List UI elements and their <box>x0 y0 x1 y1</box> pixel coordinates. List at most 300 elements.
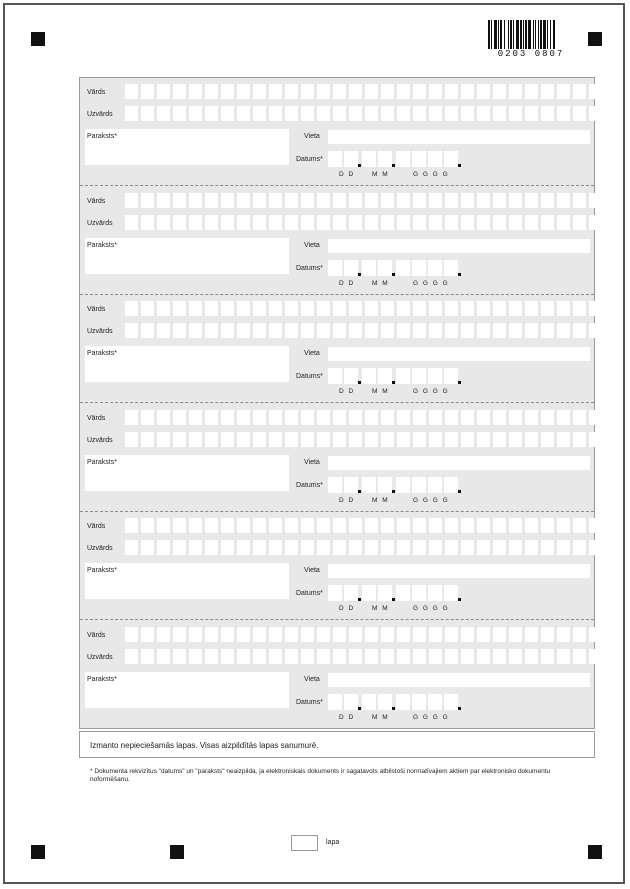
letter-cell[interactable] <box>509 410 522 425</box>
letter-cell[interactable] <box>445 410 458 425</box>
letter-cell[interactable] <box>157 84 170 99</box>
letter-cell[interactable] <box>285 410 298 425</box>
letter-cell[interactable] <box>157 432 170 447</box>
letter-cell[interactable] <box>397 540 410 555</box>
letter-cell[interactable] <box>253 410 266 425</box>
letter-cell[interactable] <box>557 323 570 338</box>
letter-cell[interactable] <box>461 649 474 664</box>
letter-cell[interactable] <box>205 193 218 208</box>
letter-cell[interactable] <box>493 649 506 664</box>
letter-cell[interactable] <box>445 432 458 447</box>
letter-cell[interactable] <box>381 106 394 121</box>
letter-cell[interactable] <box>397 323 410 338</box>
letter-cell[interactable] <box>525 649 538 664</box>
letter-cell[interactable] <box>589 215 602 230</box>
letter-cell[interactable] <box>365 649 378 664</box>
letter-cell[interactable] <box>525 410 538 425</box>
letter-cell[interactable] <box>205 518 218 533</box>
letter-cell[interactable] <box>285 627 298 642</box>
date-digit-cell[interactable] <box>344 260 358 276</box>
letter-cell[interactable] <box>189 323 202 338</box>
letter-cell[interactable] <box>381 410 394 425</box>
letter-cell[interactable] <box>429 540 442 555</box>
letter-cell[interactable] <box>589 84 602 99</box>
letter-cell[interactable] <box>509 84 522 99</box>
letter-cell[interactable] <box>317 301 330 316</box>
letter-cell[interactable] <box>269 215 282 230</box>
letter-cell[interactable] <box>381 193 394 208</box>
letter-cell[interactable] <box>333 410 346 425</box>
date-digit-cell[interactable] <box>362 585 376 601</box>
letter-cell[interactable] <box>301 649 314 664</box>
date-digit-cell[interactable] <box>362 260 376 276</box>
letter-cell[interactable] <box>461 518 474 533</box>
letter-cell[interactable] <box>221 410 234 425</box>
letter-cell[interactable] <box>253 215 266 230</box>
letter-cell[interactable] <box>157 410 170 425</box>
letter-cell[interactable] <box>125 106 138 121</box>
letter-cell[interactable] <box>205 215 218 230</box>
letter-cell[interactable] <box>429 518 442 533</box>
letter-cell[interactable] <box>317 215 330 230</box>
letter-cell[interactable] <box>397 649 410 664</box>
letter-cell[interactable] <box>237 410 250 425</box>
date-digit-cell[interactable] <box>328 477 342 493</box>
letter-cell[interactable] <box>477 518 490 533</box>
date-digit-cell[interactable] <box>362 694 376 710</box>
date-digit-cell[interactable] <box>378 694 392 710</box>
letter-cell[interactable] <box>541 649 554 664</box>
page-number-field[interactable] <box>291 835 318 851</box>
letter-cell[interactable] <box>477 432 490 447</box>
letter-cell[interactable] <box>557 410 570 425</box>
letter-cell[interactable] <box>205 410 218 425</box>
letter-cell[interactable] <box>589 410 602 425</box>
letter-cell[interactable] <box>205 301 218 316</box>
letter-cell[interactable] <box>397 215 410 230</box>
letter-cell[interactable] <box>413 432 426 447</box>
letter-cell[interactable] <box>349 215 362 230</box>
letter-cell[interactable] <box>141 323 154 338</box>
date-digit-cell[interactable] <box>328 260 342 276</box>
date-digit-cell[interactable] <box>396 694 410 710</box>
letter-cell[interactable] <box>333 106 346 121</box>
letter-cell[interactable] <box>381 518 394 533</box>
letter-cell[interactable] <box>301 627 314 642</box>
letter-cell[interactable] <box>269 627 282 642</box>
letter-cell[interactable] <box>573 106 586 121</box>
date-digit-cell[interactable] <box>378 368 392 384</box>
letter-cell[interactable] <box>589 106 602 121</box>
date-digit-cell[interactable] <box>362 477 376 493</box>
letter-cell[interactable] <box>477 649 490 664</box>
date-digit-cell[interactable] <box>344 585 358 601</box>
letter-cell[interactable] <box>429 323 442 338</box>
letter-cell[interactable] <box>573 627 586 642</box>
letter-cell[interactable] <box>541 410 554 425</box>
letter-cell[interactable] <box>157 193 170 208</box>
letter-cell[interactable] <box>157 323 170 338</box>
letter-cell[interactable] <box>541 106 554 121</box>
letter-cell[interactable] <box>413 84 426 99</box>
letter-cell[interactable] <box>365 432 378 447</box>
letter-cell[interactable] <box>205 649 218 664</box>
letter-cell[interactable] <box>365 84 378 99</box>
letter-cell[interactable] <box>461 301 474 316</box>
letter-cell[interactable] <box>269 193 282 208</box>
letter-cell[interactable] <box>173 410 186 425</box>
letter-cell[interactable] <box>525 301 538 316</box>
letter-cell[interactable] <box>509 193 522 208</box>
letter-cell[interactable] <box>477 323 490 338</box>
letter-cell[interactable] <box>557 84 570 99</box>
letter-cell[interactable] <box>365 410 378 425</box>
letter-cell[interactable] <box>301 193 314 208</box>
letter-cell[interactable] <box>221 649 234 664</box>
letter-cell[interactable] <box>349 540 362 555</box>
letter-cell[interactable] <box>349 518 362 533</box>
date-digit-cell[interactable] <box>378 477 392 493</box>
letter-cell[interactable] <box>525 432 538 447</box>
letter-cell[interactable] <box>429 649 442 664</box>
letter-cell[interactable] <box>573 193 586 208</box>
letter-cell[interactable] <box>125 301 138 316</box>
letter-cell[interactable] <box>349 323 362 338</box>
letter-cell[interactable] <box>493 410 506 425</box>
letter-cell[interactable] <box>509 215 522 230</box>
letter-cell[interactable] <box>557 193 570 208</box>
letter-cell[interactable] <box>125 649 138 664</box>
letter-cell[interactable] <box>125 193 138 208</box>
letter-cell[interactable] <box>237 84 250 99</box>
letter-cell[interactable] <box>573 540 586 555</box>
letter-cell[interactable] <box>317 193 330 208</box>
letter-cell[interactable] <box>317 540 330 555</box>
letter-cell[interactable] <box>221 323 234 338</box>
letter-cell[interactable] <box>413 540 426 555</box>
letter-cell[interactable] <box>141 649 154 664</box>
place-field[interactable] <box>328 564 590 578</box>
letter-cell[interactable] <box>173 215 186 230</box>
letter-cell[interactable] <box>237 518 250 533</box>
date-digit-cell[interactable] <box>412 694 426 710</box>
letter-cell[interactable] <box>477 193 490 208</box>
date-digit-cell[interactable] <box>396 260 410 276</box>
letter-cell[interactable] <box>157 301 170 316</box>
letter-cell[interactable] <box>429 106 442 121</box>
date-digit-cell[interactable] <box>444 151 458 167</box>
letter-cell[interactable] <box>253 432 266 447</box>
letter-cell[interactable] <box>509 323 522 338</box>
letter-cell[interactable] <box>413 193 426 208</box>
letter-cell[interactable] <box>205 84 218 99</box>
letter-cell[interactable] <box>365 627 378 642</box>
letter-cell[interactable] <box>173 649 186 664</box>
letter-cell[interactable] <box>125 432 138 447</box>
letter-cell[interactable] <box>205 106 218 121</box>
letter-cell[interactable] <box>525 106 538 121</box>
letter-cell[interactable] <box>477 106 490 121</box>
letter-cell[interactable] <box>365 323 378 338</box>
date-digit-cell[interactable] <box>428 151 442 167</box>
letter-cell[interactable] <box>493 215 506 230</box>
letter-cell[interactable] <box>477 627 490 642</box>
date-digit-cell[interactable] <box>362 151 376 167</box>
date-digit-cell[interactable] <box>444 368 458 384</box>
letter-cell[interactable] <box>541 518 554 533</box>
letter-cell[interactable] <box>125 518 138 533</box>
letter-cell[interactable] <box>397 301 410 316</box>
letter-cell[interactable] <box>573 649 586 664</box>
date-digit-cell[interactable] <box>378 151 392 167</box>
letter-cell[interactable] <box>525 215 538 230</box>
letter-cell[interactable] <box>557 215 570 230</box>
letter-cell[interactable] <box>557 649 570 664</box>
letter-cell[interactable] <box>221 518 234 533</box>
letter-cell[interactable] <box>381 215 394 230</box>
letter-cell[interactable] <box>589 323 602 338</box>
letter-cell[interactable] <box>333 432 346 447</box>
letter-cell[interactable] <box>253 540 266 555</box>
letter-cell[interactable] <box>413 301 426 316</box>
letter-cell[interactable] <box>237 193 250 208</box>
letter-cell[interactable] <box>285 323 298 338</box>
letter-cell[interactable] <box>189 215 202 230</box>
letter-cell[interactable] <box>125 540 138 555</box>
letter-cell[interactable] <box>493 193 506 208</box>
date-digit-cell[interactable] <box>344 368 358 384</box>
letter-cell[interactable] <box>285 106 298 121</box>
letter-cell[interactable] <box>365 518 378 533</box>
letter-cell[interactable] <box>509 301 522 316</box>
letter-cell[interactable] <box>541 432 554 447</box>
letter-cell[interactable] <box>205 540 218 555</box>
date-digit-cell[interactable] <box>412 585 426 601</box>
date-digit-cell[interactable] <box>396 368 410 384</box>
letter-cell[interactable] <box>157 540 170 555</box>
letter-cell[interactable] <box>573 215 586 230</box>
letter-cell[interactable] <box>413 627 426 642</box>
letter-cell[interactable] <box>269 649 282 664</box>
letter-cell[interactable] <box>317 323 330 338</box>
letter-cell[interactable] <box>461 410 474 425</box>
letter-cell[interactable] <box>445 540 458 555</box>
letter-cell[interactable] <box>525 518 538 533</box>
letter-cell[interactable] <box>141 410 154 425</box>
letter-cell[interactable] <box>381 84 394 99</box>
date-digit-cell[interactable] <box>428 585 442 601</box>
date-digit-cell[interactable] <box>412 260 426 276</box>
place-field[interactable] <box>328 456 590 470</box>
letter-cell[interactable] <box>141 193 154 208</box>
letter-cell[interactable] <box>557 106 570 121</box>
date-digit-cell[interactable] <box>396 151 410 167</box>
letter-cell[interactable] <box>445 518 458 533</box>
letter-cell[interactable] <box>493 106 506 121</box>
date-digit-cell[interactable] <box>412 368 426 384</box>
date-digit-cell[interactable] <box>344 477 358 493</box>
date-digit-cell[interactable] <box>428 260 442 276</box>
letter-cell[interactable] <box>381 627 394 642</box>
letter-cell[interactable] <box>525 193 538 208</box>
letter-cell[interactable] <box>141 432 154 447</box>
letter-cell[interactable] <box>413 215 426 230</box>
letter-cell[interactable] <box>493 518 506 533</box>
letter-cell[interactable] <box>461 627 474 642</box>
letter-cell[interactable] <box>461 84 474 99</box>
letter-cell[interactable] <box>301 323 314 338</box>
letter-cell[interactable] <box>349 84 362 99</box>
letter-cell[interactable] <box>525 323 538 338</box>
letter-cell[interactable] <box>333 627 346 642</box>
letter-cell[interactable] <box>205 627 218 642</box>
date-digit-cell[interactable] <box>328 585 342 601</box>
letter-cell[interactable] <box>125 410 138 425</box>
letter-cell[interactable] <box>125 627 138 642</box>
letter-cell[interactable] <box>429 627 442 642</box>
letter-cell[interactable] <box>461 106 474 121</box>
letter-cell[interactable] <box>333 540 346 555</box>
letter-cell[interactable] <box>477 84 490 99</box>
date-digit-cell[interactable] <box>444 585 458 601</box>
letter-cell[interactable] <box>541 215 554 230</box>
date-digit-cell[interactable] <box>344 151 358 167</box>
letter-cell[interactable] <box>381 323 394 338</box>
letter-cell[interactable] <box>173 301 186 316</box>
letter-cell[interactable] <box>141 518 154 533</box>
letter-cell[interactable] <box>253 106 266 121</box>
date-digit-cell[interactable] <box>328 151 342 167</box>
letter-cell[interactable] <box>317 627 330 642</box>
letter-cell[interactable] <box>509 518 522 533</box>
letter-cell[interactable] <box>477 410 490 425</box>
letter-cell[interactable] <box>429 301 442 316</box>
letter-cell[interactable] <box>141 215 154 230</box>
letter-cell[interactable] <box>381 649 394 664</box>
letter-cell[interactable] <box>541 627 554 642</box>
letter-cell[interactable] <box>477 301 490 316</box>
letter-cell[interactable] <box>573 432 586 447</box>
letter-cell[interactable] <box>221 540 234 555</box>
letter-cell[interactable] <box>493 301 506 316</box>
letter-cell[interactable] <box>301 432 314 447</box>
letter-cell[interactable] <box>589 301 602 316</box>
letter-cell[interactable] <box>269 410 282 425</box>
letter-cell[interactable] <box>221 301 234 316</box>
letter-cell[interactable] <box>509 540 522 555</box>
letter-cell[interactable] <box>285 518 298 533</box>
letter-cell[interactable] <box>285 301 298 316</box>
letter-cell[interactable] <box>253 518 266 533</box>
place-field[interactable] <box>328 239 590 253</box>
letter-cell[interactable] <box>205 323 218 338</box>
date-digit-cell[interactable] <box>378 260 392 276</box>
letter-cell[interactable] <box>285 215 298 230</box>
letter-cell[interactable] <box>301 410 314 425</box>
letter-cell[interactable] <box>461 323 474 338</box>
place-field[interactable] <box>328 347 590 361</box>
letter-cell[interactable] <box>333 215 346 230</box>
letter-cell[interactable] <box>381 540 394 555</box>
letter-cell[interactable] <box>333 518 346 533</box>
letter-cell[interactable] <box>157 627 170 642</box>
letter-cell[interactable] <box>237 540 250 555</box>
letter-cell[interactable] <box>429 215 442 230</box>
letter-cell[interactable] <box>157 106 170 121</box>
place-field[interactable] <box>328 130 590 144</box>
letter-cell[interactable] <box>589 193 602 208</box>
letter-cell[interactable] <box>189 84 202 99</box>
letter-cell[interactable] <box>125 323 138 338</box>
letter-cell[interactable] <box>541 540 554 555</box>
letter-cell[interactable] <box>397 410 410 425</box>
letter-cell[interactable] <box>173 432 186 447</box>
letter-cell[interactable] <box>541 323 554 338</box>
letter-cell[interactable] <box>285 432 298 447</box>
letter-cell[interactable] <box>333 323 346 338</box>
letter-cell[interactable] <box>253 301 266 316</box>
letter-cell[interactable] <box>445 84 458 99</box>
letter-cell[interactable] <box>493 540 506 555</box>
letter-cell[interactable] <box>317 106 330 121</box>
letter-cell[interactable] <box>189 627 202 642</box>
letter-cell[interactable] <box>221 432 234 447</box>
letter-cell[interactable] <box>269 432 282 447</box>
letter-cell[interactable] <box>301 106 314 121</box>
letter-cell[interactable] <box>509 627 522 642</box>
letter-cell[interactable] <box>573 518 586 533</box>
letter-cell[interactable] <box>173 106 186 121</box>
letter-cell[interactable] <box>221 193 234 208</box>
letter-cell[interactable] <box>557 518 570 533</box>
letter-cell[interactable] <box>253 649 266 664</box>
letter-cell[interactable] <box>349 301 362 316</box>
letter-cell[interactable] <box>477 215 490 230</box>
date-digit-cell[interactable] <box>396 585 410 601</box>
date-digit-cell[interactable] <box>444 260 458 276</box>
letter-cell[interactable] <box>301 518 314 533</box>
letter-cell[interactable] <box>301 301 314 316</box>
letter-cell[interactable] <box>477 540 490 555</box>
letter-cell[interactable] <box>237 649 250 664</box>
letter-cell[interactable] <box>381 301 394 316</box>
letter-cell[interactable] <box>429 84 442 99</box>
letter-cell[interactable] <box>317 518 330 533</box>
letter-cell[interactable] <box>445 301 458 316</box>
letter-cell[interactable] <box>493 323 506 338</box>
letter-cell[interactable] <box>189 106 202 121</box>
letter-cell[interactable] <box>557 627 570 642</box>
letter-cell[interactable] <box>269 106 282 121</box>
letter-cell[interactable] <box>413 106 426 121</box>
letter-cell[interactable] <box>557 301 570 316</box>
letter-cell[interactable] <box>397 106 410 121</box>
letter-cell[interactable] <box>525 627 538 642</box>
letter-cell[interactable] <box>349 106 362 121</box>
letter-cell[interactable] <box>445 323 458 338</box>
date-digit-cell[interactable] <box>328 694 342 710</box>
letter-cell[interactable] <box>493 84 506 99</box>
date-digit-cell[interactable] <box>428 368 442 384</box>
letter-cell[interactable] <box>189 432 202 447</box>
letter-cell[interactable] <box>189 518 202 533</box>
letter-cell[interactable] <box>269 518 282 533</box>
letter-cell[interactable] <box>333 193 346 208</box>
letter-cell[interactable] <box>461 432 474 447</box>
letter-cell[interactable] <box>141 106 154 121</box>
letter-cell[interactable] <box>413 410 426 425</box>
letter-cell[interactable] <box>589 540 602 555</box>
